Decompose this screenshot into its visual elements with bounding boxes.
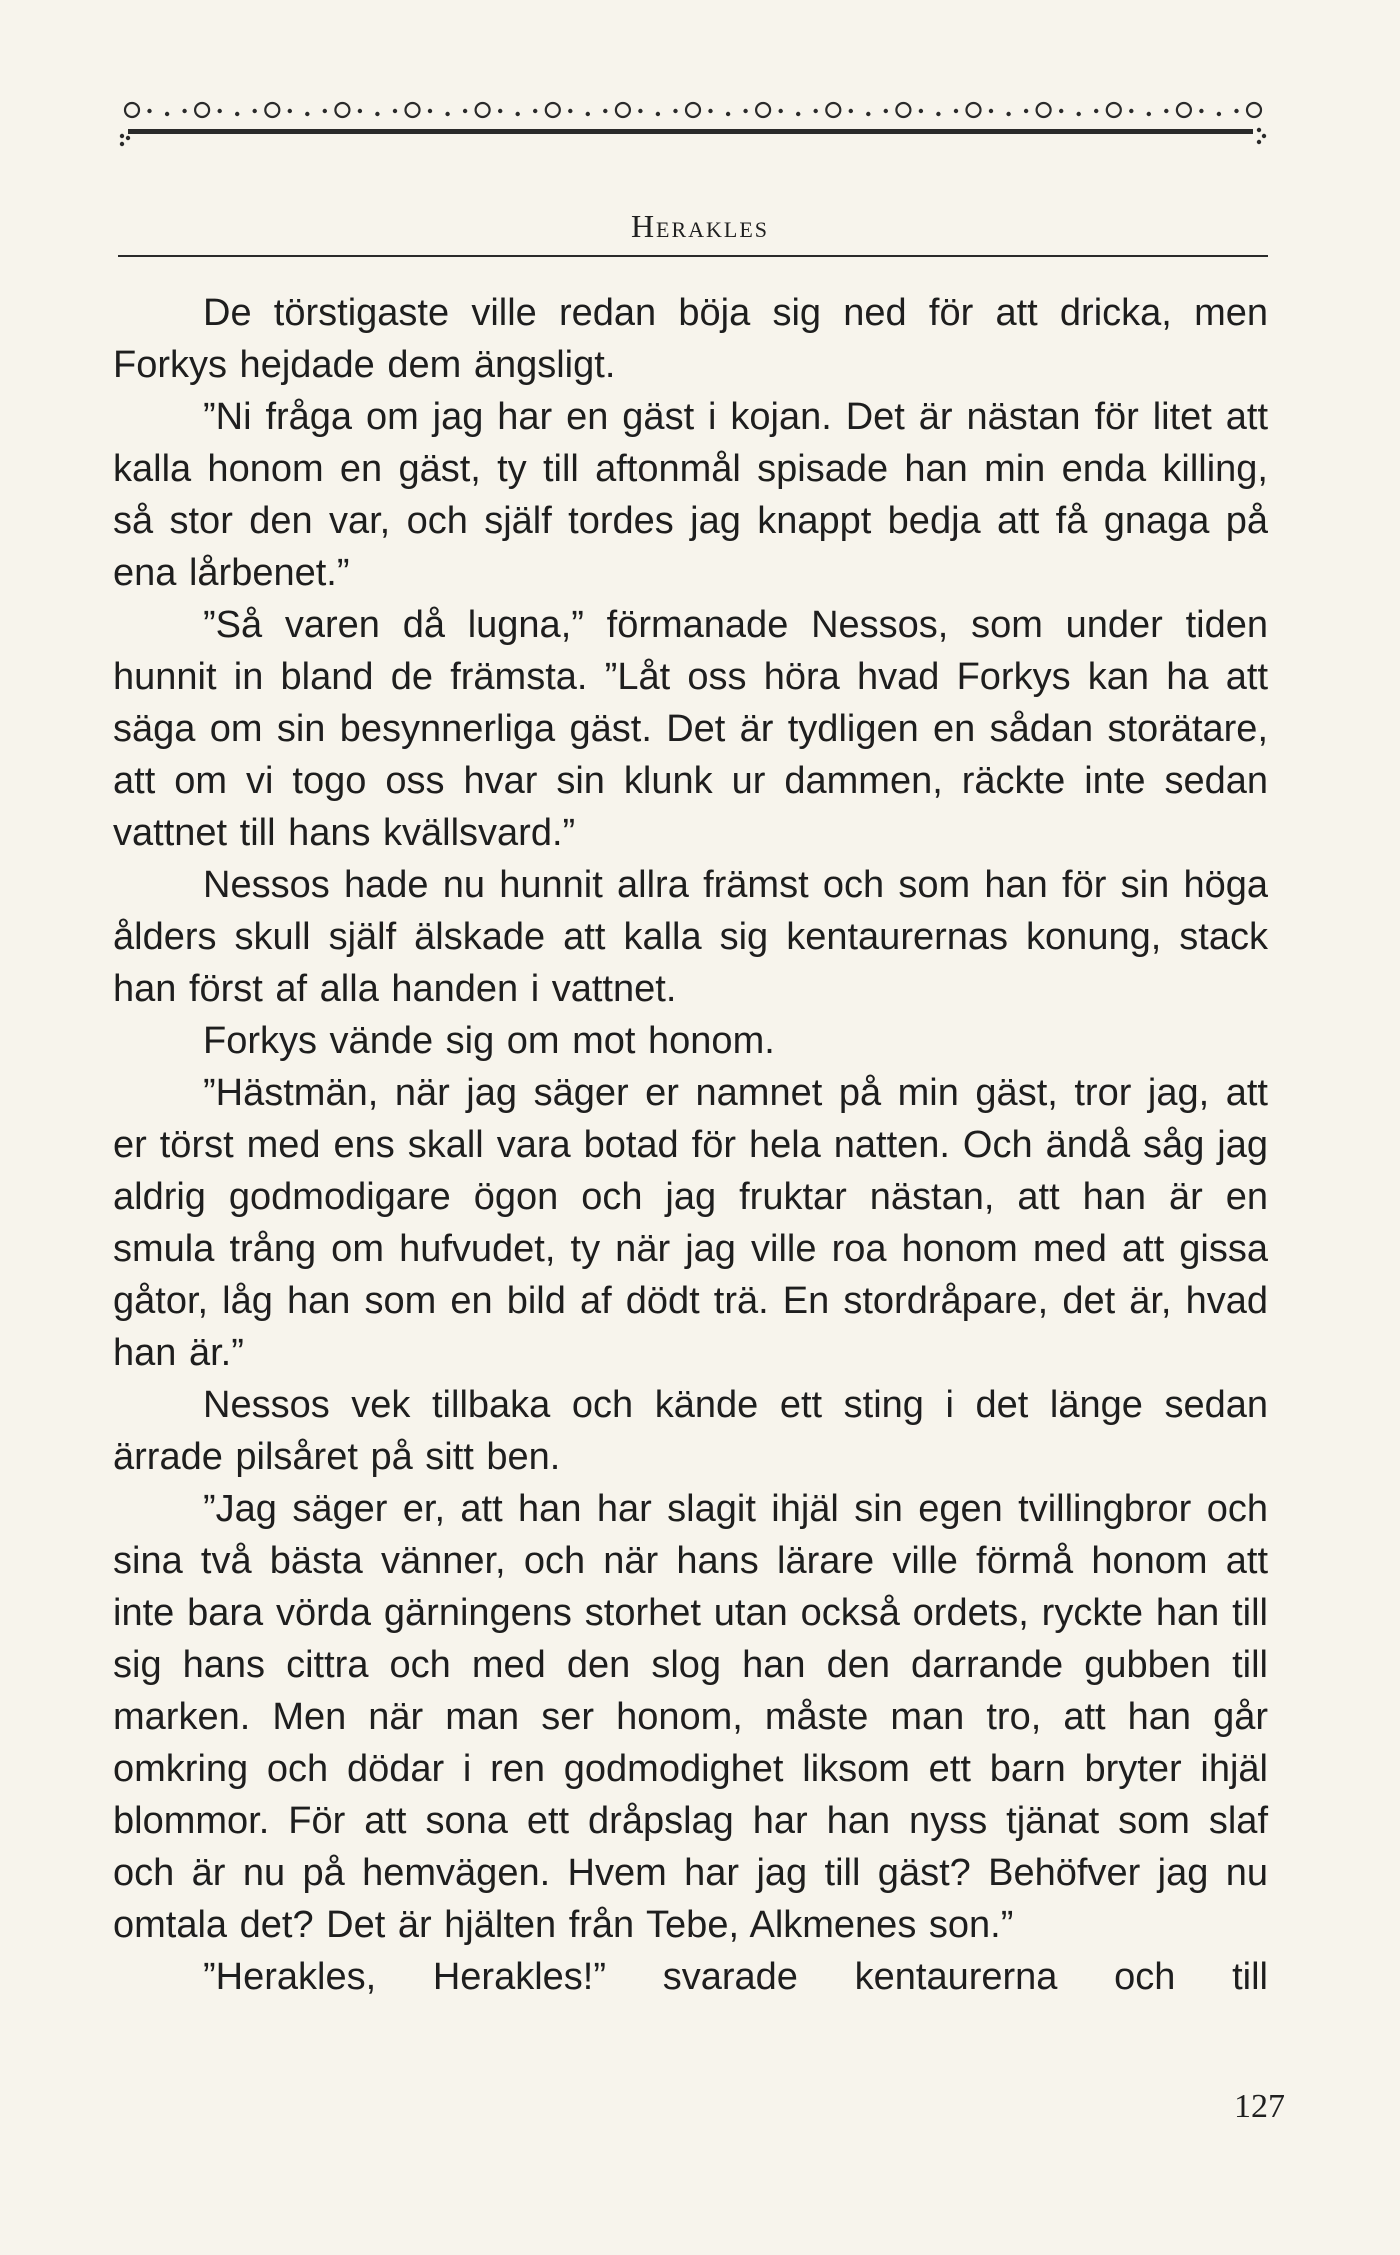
ornamental-border-graphic (118, 96, 1268, 176)
ornament-dot (1094, 109, 1098, 113)
ornament-ring (406, 103, 420, 117)
ornament-dot (568, 109, 572, 113)
paragraph: ”Jag säger er, att han har slagit ihjäl sin egen tvillingbror och sina två bästa vänner, och när hans lärare ville förmå honom att inte bara vörda gärningens storhet utan också ordets, ryckte han till sig hans cittra och med den slog han den darrande gubben till marken. Men när man ser honom, måste man tro, att han går omkring och dödar i ren godmodighet liksom ett barn bryter ihjäl blommor. För att sona ett dråpslag har han nyss tjänat som slaf och är nu på hemvägen. Hvem har jag till gäst? Behöfver jag nu omtala det? Det är hjälten från Tebe, Alkmenes son.” (113, 1488, 1268, 1946)
ornament-ring (1177, 103, 1191, 117)
ornament-dot (796, 112, 800, 116)
header-rule (118, 255, 1268, 257)
ornament-dot (323, 109, 327, 113)
ornament-ring (125, 103, 139, 117)
paragraph: Forkys vände sig om mot honom. (203, 1020, 775, 1062)
ornament-ring (265, 103, 279, 117)
paragraph: Nessos hade nu hunnit allra främst och som han för sin höga ålders skull själf älskade att kalla sig kentaurernas konung, stack han först af alla handen i vattnet. (113, 864, 1268, 1010)
running-head: Herakles (630, 208, 770, 244)
ornament-dot (936, 112, 940, 116)
ornament-dot (1006, 112, 1010, 116)
paragraph: De törstigaste ville redan böja sig ned för att dricka, men Forkys hejdade dem ängsligt. (113, 292, 1268, 386)
ornament-dot (814, 109, 818, 113)
ornament-dot (305, 112, 309, 116)
ornament-dot (866, 112, 870, 116)
ornament-dot (1024, 109, 1028, 113)
ornament-dot (849, 109, 853, 113)
ornament-dot (989, 109, 993, 113)
ornament-dot (288, 109, 292, 113)
ornament-dot (586, 112, 590, 116)
ornament-dot (743, 109, 747, 113)
paragraph: Nessos vek tillbaka och kände ett sting i det länge sedan ärrade pilsåret på sitt ben. (113, 1384, 1268, 1478)
ornament-dot (393, 109, 397, 113)
ornament-dot (1234, 109, 1238, 113)
ornament-dot (726, 112, 730, 116)
ornament-dot (954, 109, 958, 113)
ornament-ring (1247, 103, 1261, 117)
ornament-dot (1217, 112, 1221, 116)
ornament-ring (476, 103, 490, 117)
ornament-dot (1199, 109, 1203, 113)
ornament-dot (1147, 112, 1151, 116)
ornament-ring (1107, 103, 1121, 117)
ornament-dot (1164, 109, 1168, 113)
ornament-dot (516, 112, 520, 116)
ornament-dot (428, 109, 432, 113)
ornament-dot (708, 109, 712, 113)
ornament-dot (253, 109, 257, 113)
ornament-ring (826, 103, 840, 117)
ornament-dot (919, 109, 923, 113)
ornament-ring (195, 103, 209, 117)
ornament-ring (686, 103, 700, 117)
ornament-ring (546, 103, 560, 117)
ornament-dot (498, 109, 502, 113)
ornament-dot (1077, 112, 1081, 116)
paragraph: ”Hästmän, när jag säger er namnet på min gäst, tror jag, att er törst med ens skall vara botad för hela natten. Och ändå såg jag aldrig godmodigare ögon och jag fruktar nästan, att han är en smula trång om hufvudet, ty när jag ville roa honom med att gissa gåtor, låg han som en bild af dödt trä. En stordråpare, det är, hvad han är.” (113, 1072, 1268, 1374)
ornament-dot (235, 112, 239, 116)
page-number: 127 (1234, 2088, 1285, 2125)
ornament-dot (147, 109, 151, 113)
ornament-ring (1037, 103, 1051, 117)
ornament-ring (335, 103, 349, 117)
ornament-dot (358, 109, 362, 113)
ornament-dot (463, 109, 467, 113)
ornament-dot (375, 112, 379, 116)
paragraph: ”Så varen då lugna,” förmanade Nessos, som under tiden hunnit in bland de främsta. ”Låt oss höra hvad Forkys kan ha att säga om sin besynnerliga gäst. Det är tydligen en sådan storätare, att om vi togo oss hvar sin klunk ur dammen, räckte inte sedan vattnet till hans kvällsvard.” (113, 604, 1268, 854)
ornament-dot (533, 109, 537, 113)
ornament-ring (967, 103, 981, 117)
ornament-dot (1059, 109, 1063, 113)
body-text (113, 287, 1268, 2003)
ornament-dot (673, 109, 677, 113)
ornament-dot (779, 109, 783, 113)
ornament-dot (445, 112, 449, 116)
ornament-dot (165, 112, 169, 116)
ornament-ring (616, 103, 630, 117)
ornamental-border (118, 96, 1268, 176)
ornament-dot (182, 109, 186, 113)
paragraph: ”Herakles, Herakles!” svarade kentaurerna och till (203, 1956, 1268, 1998)
ornament-dot (884, 109, 888, 113)
ornament-dot (603, 109, 607, 113)
paragraph: ”Ni fråga om jag har en gäst i kojan. Det är nästan för litet att kalla honom en gäst, ty till aftonmål spisade han min enda killing, så stor den var, och själf tordes jag knappt bedja att få gnaga på ena lårbenet.” (113, 396, 1268, 594)
ornament-dot (656, 112, 660, 116)
ornament-ring (896, 103, 910, 117)
ornament-dot (638, 109, 642, 113)
ornament-ring (756, 103, 770, 117)
ornament-dot (1129, 109, 1133, 113)
ornament-dot (218, 109, 222, 113)
